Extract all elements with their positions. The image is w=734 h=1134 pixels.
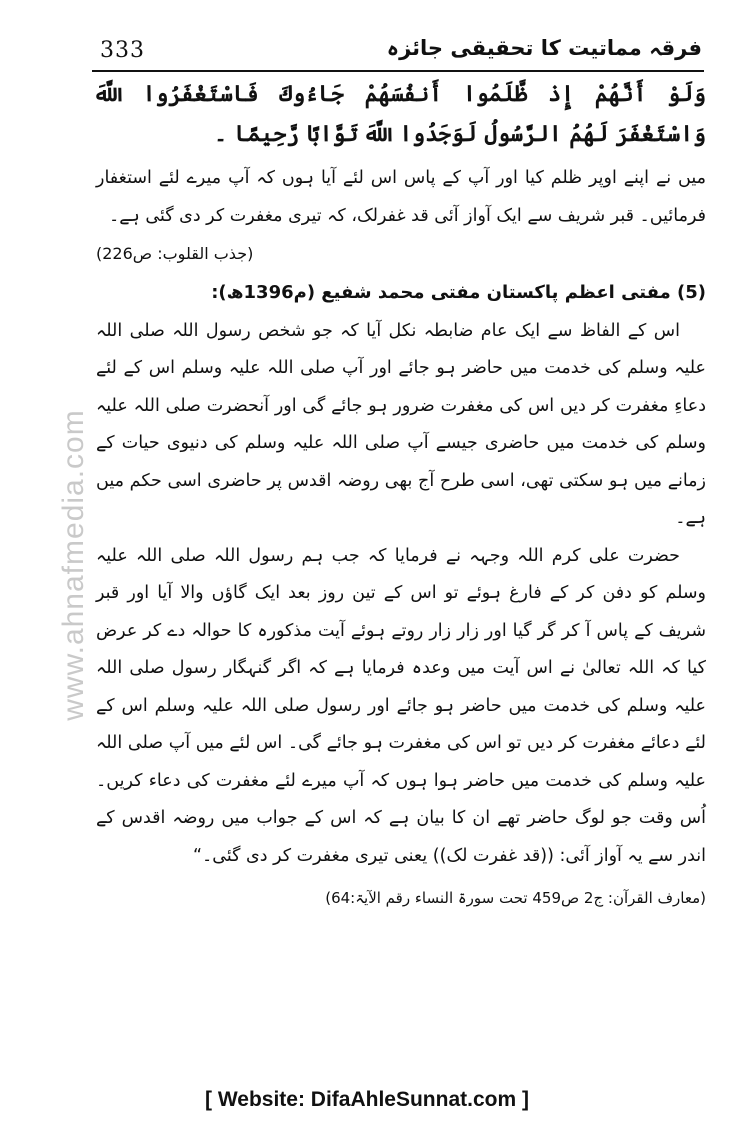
paragraph-3: حضرت علی کرم اللہ وجہہ نے فرمایا کہ جب ہم رسول اللہ صلی اللہ علیہ وسلم کو دفن کر کے فارغ ہوئے تو اس کے تین روز بعد ایک گاؤں والا آیا اور قبر شریف کے پاس آ کر گر گیا اور زار زار روتے ہوئے آیت مذکورہ کا حوالہ دے کر عرض کیا کہ اللہ تعالیٰ نے اس آیت میں وعدہ فرمایا ہے کہ اگر گنہگار رسول صلی اللہ علیہ وسلم کی خدمت میں حاضر ہو جائے اور رسول صلی اللہ علیہ وسلم اس کے لئے دعائے مغفرت کر دیں تو اس کی مغفرت ہو جائے گی۔ اس لئے میں آپ صلی اللہ علیہ وسلم کی خدمت میں حاضر ہوا ہوں کہ آپ میرے لئے مغفرت کی دعاء کریں۔ اُس وقت جو لوگ حاضر تھے ان کا بیان ہے کہ اس کے جواب میں روضہ اقدس کے اندر سے یہ آواز آئی: ((قد غفرت لک)) یعنی تیری مغفرت کر دی گئی۔“	[96, 545, 706, 866]
watermark	[44, 400, 104, 730]
page-number: 333	[100, 38, 145, 63]
section-heading-5: (5) مفتی اعظم پاکستان مفتی محمد شفیع (م1396ھ):	[211, 281, 706, 303]
page-header	[92, 36, 704, 72]
running-title: فرقہ مماتیت کا تحقیقی جائزہ	[386, 36, 702, 60]
paragraph-2: اس کے الفاظ سے ایک عام ضابطہ نکل آیا کہ جو شخص رسول اللہ صلی اللہ علیہ وسلم کی خدمت میں حاضر ہو جائے اور آپ صلی اللہ علیہ وسلم اس کے لئے دعاءِ مغفرت کر دیں اس کی مغفرت ضرور ہو جائے گی اور آنحضرت صلی اللہ علیہ وسلم کی خدمت میں حاضری جیسے آپ صلی اللہ علیہ وسلم کی دنیوی حیات کے زمانے میں ہو سکتی تھی، اسی طرح آج بھی روضہ اقدس پر حاضری اسی حکم میں ہے۔	[96, 320, 706, 528]
quran-verse: وَلَوْ أَنَّهُمْ إِذ ظَّلَمُوا أَنفُسَهُمْ جَاءُوكَ فَاسْتَغْفَرُوا اللَّهَ وَاسْتَغْفَرَ لَهُمُ الرَّسُولُ لَوَجَدُوا اللَّهَ تَوَّابًا رَّحِيمًا ۔	[96, 81, 706, 147]
paragraph-1: میں نے اپنے اوپر ظلم کیا اور آپ کے پاس اس لئے آیا ہوں کہ آپ میرے لئے استغفار فرمائیں۔ قبر شریف سے ایک آواز آئی قد غفرلک، کہ تیری مغفرت کر دی گئی ہے۔	[96, 168, 706, 226]
reference-maariful-quran: (معارف القرآن: ج2 ص459 تحت سورۃ النساء رقم الآیۃ:64)	[325, 889, 706, 907]
footer-website: [ Website: DifaAhleSunnat.com ]	[205, 1088, 529, 1111]
citation-line	[96, 235, 706, 273]
watermark-text: www.ahnafmedia.com	[57, 409, 90, 721]
citation-jazb-ul-quloob: (جذب القلوب: ص226)	[96, 244, 254, 263]
page-body	[96, 74, 706, 928]
